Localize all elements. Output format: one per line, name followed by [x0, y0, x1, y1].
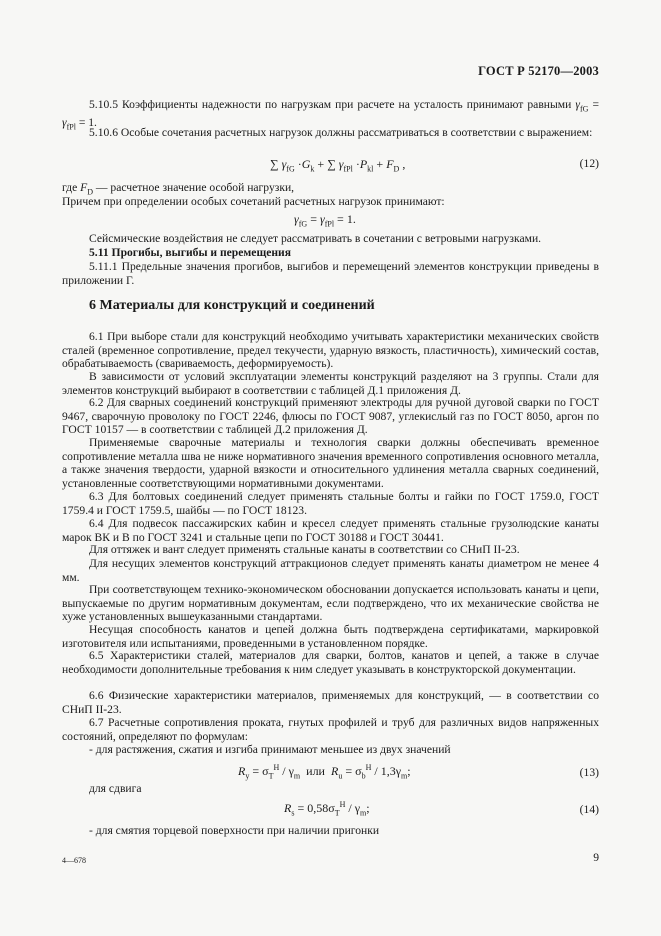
paragraph-6-4b: Для оттяжек и вант следует применять стальные канаты в соответствии со СНиП II-23. [89, 543, 520, 556]
equation-13: $R_y = \sigma_Т^Н / \gamma_m$ или $R_u = \sigma_b^Н / 1,3\gamma_m$; [238, 763, 411, 781]
paragraph-6-2b: Применяемые сварочные материалы и технология сварки должны обеспечивать временное сопротивление металла шва не ниже нормативного значения временного сопротивления основного металла, а также значения твердости, ударной вязкости и относительного удлинения металла сварных соединений, установленные соответствующими нормативными документами. [62, 436, 599, 490]
equation-12: ∑ $\gamma_{fG} \cdot G_k$ + ∑ $\gamma_{fPl} \cdot P_{kl} + F_D$ , [270, 157, 406, 174]
paragraph-6-6: 6.6 Физические характеристики материалов, применяемых для конструкций, — в соответствии со СНиП II-23. [62, 689, 599, 716]
heading-5-11: 5.11 Прогибы, выгибы и перемещения [89, 246, 292, 259]
paragraph-5-10-6: 5.10.6 Особые сочетания расчетных нагрузок должны рассматриваться в соответствии с выражением: [89, 126, 593, 139]
paragraph-6-2: 6.2 Для сварных соединений конструкций применяют электроды для ручной дуговой сварки по ГОСТ 9467, сварочную проволоку по ГОСТ 2246, флюсы по ГОСТ 9087, углекислый газ по ГОСТ 8050, аргон по ГОСТ 10157 — в соответствии с таблицей Д.2 приложения Д. [62, 396, 599, 437]
page-number: 9 [593, 851, 599, 864]
where-fd: где $F_D$ — расчетное значение особой нагрузки, [62, 181, 295, 197]
paragraph-6-4e: Несущая способность канатов и цепей должна быть подтверждена сертификатами, маркировкой изготовителя или испытаниями, проведенными в установленном порядке. [62, 623, 599, 650]
equation-14: $R_s = 0,58\sigma_Т^Н / \gamma_m$; [284, 800, 370, 818]
seismic-paragraph: Сейсмические воздействия не следует рассматривать в сочетании с ветровыми нагрузками. [89, 232, 542, 245]
standard-code-header: ГОСТ Р 52170—2003 [478, 64, 599, 78]
paragraph-6-7: 6.7 Расчетные сопротивления проката, гнутых профилей и труб для различных видов напряженных состояний, определяют по формулам: [62, 716, 599, 743]
paragraph-5-11-1: 5.11.1 Предельные значения прогибов, выгибов и перемещений элементов конструкции приведены в приложении Г. [62, 260, 599, 287]
footer-code: 4—678 [62, 856, 86, 865]
paragraph-6-4d: При соответствующем технико-экономическом обосновании допускается использовать канаты и цепи, выпускаемые по другим нормативным документам, если подтверждено, что их механические свойства не хуже установленных вышеуказанными стандартами. [62, 583, 599, 624]
tension-line: - для растяжения, сжатия и изгиба принимают меньшее из двух значений [89, 743, 451, 756]
paragraph-6-4: 6.4 Для подвесок пассажирских кабин и кресел следует применять стальные грузолюдские канаты марок ВК и В по ГОСТ 3241 и стальные цепи по ГОСТ 30188 и ГОСТ 30441. [62, 517, 599, 544]
equation-12-number: (12) [579, 157, 599, 170]
paragraph-6-1b: В зависимости от условий эксплуатации элементы конструкций разделяют на 3 группы. Стали для элементов конструкций выбирают в соответствии с таблицей Д.1 приложения Д. [62, 370, 599, 397]
section-6-heading: 6 Материалы для конструкций и соединений [89, 298, 375, 313]
paragraph-6-4c: Для несущих элементов конструкций аттракционов следует применять канаты диаметром не менее 4 мм. [62, 557, 599, 584]
moreover-line: Причем при определении особых сочетаний расчетных нагрузок принимают: [62, 195, 445, 208]
paragraph-6-3: 6.3 Для болтовых соединений следует применять стальные болты и гайки по ГОСТ 1759.0, ГОСТ 1759.4 и ГОСТ 1759.5, шайбы — по ГОСТ 18123. [62, 490, 599, 517]
paragraph-5-10-5: 5.10.5 Коэффициенты надежности по нагрузкам при расчете на усталость принимают равными $\gamma_{fG} = \gamma_{fPl} = 1$. [62, 98, 599, 132]
equation-gamma: $\gamma_{fG} = \gamma_{fPl} = 1$. [294, 212, 356, 229]
shear-line: для сдвига [89, 782, 142, 795]
paragraph-6-5: 6.5 Характеристики сталей, материалов для сварки, болтов, канатов и цепей, а также в случае необходимости дополнительные требования к ним следует указывать в конструкторской документации. [62, 649, 599, 676]
bearing-line: - для смятия торцевой поверхности при наличии пригонки [89, 824, 380, 837]
equation-14-number: (14) [579, 803, 599, 816]
equation-13-number: (13) [579, 766, 599, 779]
paragraph-6-1: 6.1 При выборе стали для конструкций необходимо учитывать характеристики механических свойств сталей (временное сопротивление, предел текучести, ударную вязкость, пластичность), химический состав, обрабатываемость (свариваемость, деформируемость). [62, 330, 599, 371]
